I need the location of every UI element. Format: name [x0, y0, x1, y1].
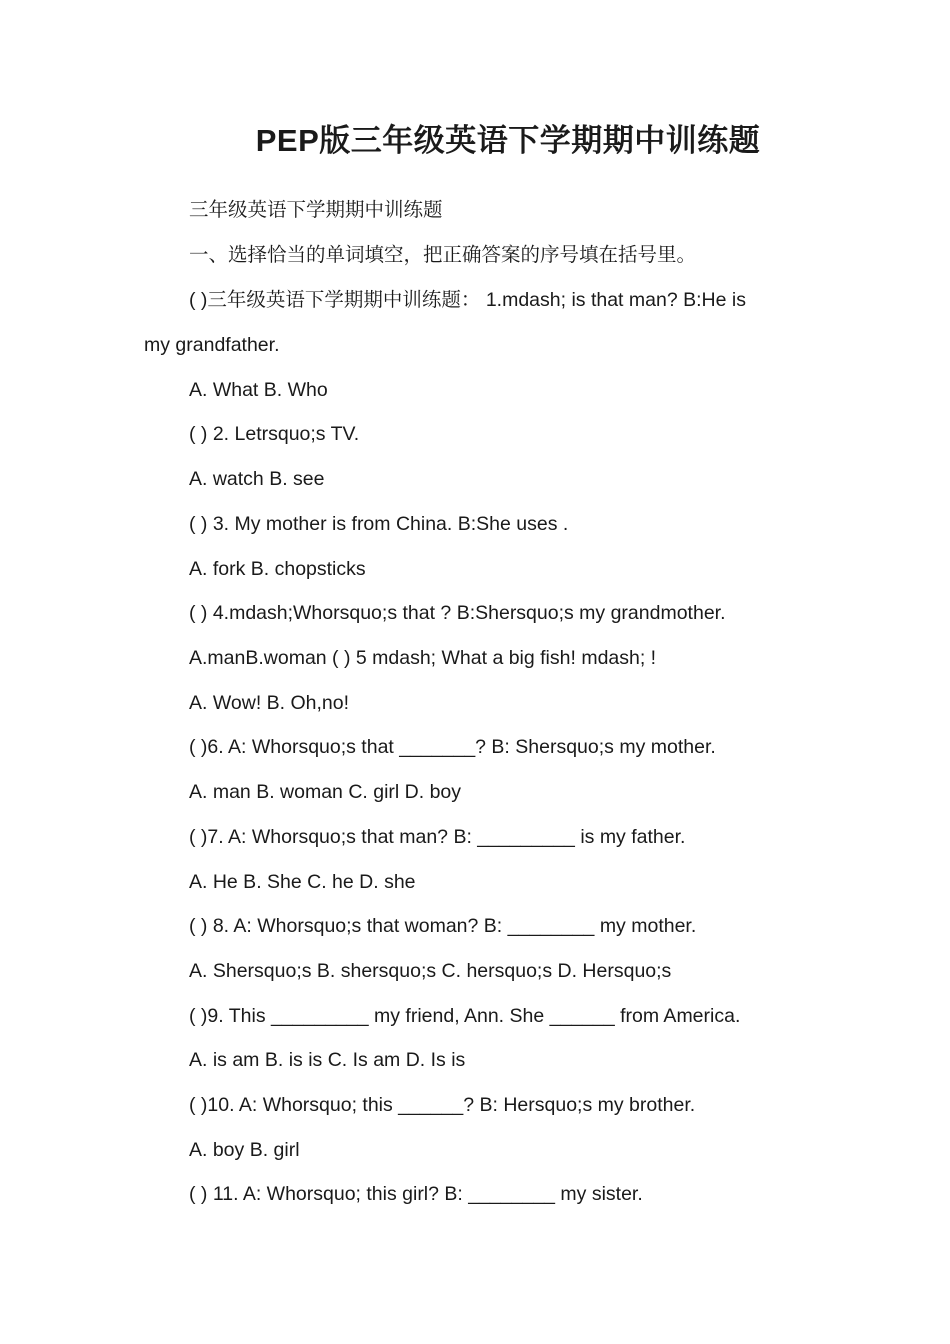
question-line: ( ) 3. My mother is from China. B:She uses .: [189, 513, 569, 535]
options-line: A. Wow! B. Oh,no!: [189, 692, 350, 714]
options-line: A. watch B. see: [189, 468, 325, 490]
section-instruction: 一、选择恰当的单词填空，把正确答案的序号填在括号里。: [189, 244, 697, 266]
options-line: A. He B. She C. he D. she: [189, 871, 416, 893]
question-line: A.manB.woman ( ) 5 mdash; What a big fish! mdash; !: [189, 647, 657, 669]
question-line: ( )10. A: Whorsquo; this ______? B: Hersquo;s my brother.: [189, 1094, 696, 1116]
question-line: ( )9. This _________ my friend, Ann. She ______ from America.: [189, 1005, 741, 1027]
question-line: ( ) 11. A: Whorsquo; this girl? B: ________ my sister.: [189, 1183, 643, 1205]
subtitle-line: 三年级英语下学期期中训练题: [189, 199, 443, 221]
question-line: ( )6. A: Whorsquo;s that _______? B: Shersquo;s my mother.: [189, 736, 716, 758]
document-title: PEP版三年级英语下学期期中训练题: [255, 123, 761, 158]
options-line: A. What B. Who: [189, 379, 328, 401]
options-line: A. fork B. chopsticks: [189, 558, 366, 580]
options-line: A. is am B. is is C. Is am D. Is is: [189, 1049, 466, 1071]
question-line: ( )7. A: Whorsquo;s that man? B: _________ is my father.: [189, 826, 686, 848]
question-line: ( ) 4.mdash;Whorsquo;s that ? B:Shersquo;s my grandmother.: [189, 602, 726, 624]
options-line: A. boy B. girl: [189, 1139, 300, 1161]
question-continuation: my grandfather.: [144, 334, 280, 356]
options-line: A. man B. woman C. girl D. boy: [189, 781, 462, 803]
options-line: A. Shersquo;s B. shersquo;s C. hersquo;s D. Hersquo;s: [189, 960, 672, 982]
question-line: ( ) 2. Letrsquo;s TV.: [189, 423, 360, 445]
question-line: ( )三年级英语下学期期中训练题： 1.mdash; is that man? B:He is: [189, 289, 746, 311]
question-line: ( ) 8. A: Whorsquo;s that woman? B: ________ my mother.: [189, 915, 697, 937]
